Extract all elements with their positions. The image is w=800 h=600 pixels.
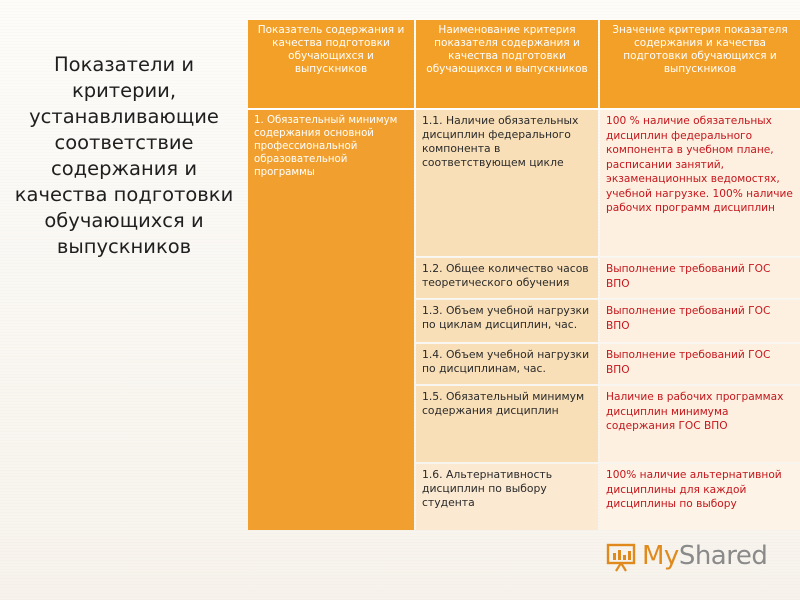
value-cell: Выполнение требований ГОС ВПО <box>600 258 800 298</box>
value-cell: 100% наличие альтернативной дисциплины для каждой дисциплины по выбору <box>600 464 800 530</box>
logo-text <box>642 541 767 571</box>
criterion-cell: 1.6. Альтернативность дисциплин по выбору студента <box>416 464 598 530</box>
value-cell: 100 % наличие обязательных дисциплин федерального компонента в учебном плане, расписании занятий, экзаменационных ведомостях, учебной нагрузке. 100% наличие рабочих программ дисциплин <box>600 110 800 256</box>
header-indicator: Показатель содержания и качества подготовки обучающихся и выпускников <box>248 20 414 108</box>
value-cell: Выполнение требований ГОС ВПО <box>600 344 800 384</box>
criterion-cell: 1.1. Наличие обязательных дисциплин федерального компонента в соответствующем цикле <box>416 110 598 256</box>
criterion-cell: 1.3. Объем учебной нагрузки по циклам дисциплин, час. <box>416 300 598 342</box>
myshared-logo <box>606 536 766 576</box>
presentation-board-icon <box>606 541 638 571</box>
criterion-cell: 1.4. Объем учебной нагрузки по дисциплинам, час. <box>416 344 598 384</box>
header-criterion-name: Наименование критерия показателя содержания и качества подготовки обучающихся и выпускников <box>416 20 598 108</box>
criterion-cell: 1.5. Обязательный минимум содержания дисциплин <box>416 386 598 462</box>
slide-title: Показатели и критерии, устанавливающие соответствие содержания и качества подготовки обучающихся и выпускников <box>14 53 234 258</box>
value-cell: Выполнение требований ГОС ВПО <box>600 300 800 342</box>
criteria-table <box>248 20 800 530</box>
logo-text-rest: Shared <box>678 541 768 571</box>
logo-text-lead: My <box>642 541 679 571</box>
indicator-cell: 1. Обязательный минимум содержания основной профессиональной образовательной программы <box>248 110 414 530</box>
header-criterion-value: Значение критерия показателя содержания и качества подготовки обучающихся и выпускников <box>600 20 800 108</box>
value-cell: Наличие в рабочих программах дисциплин минимума содержания ГОС ВПО <box>600 386 800 462</box>
criterion-cell: 1.2. Общее количество часов теоретического обучения <box>416 258 598 298</box>
